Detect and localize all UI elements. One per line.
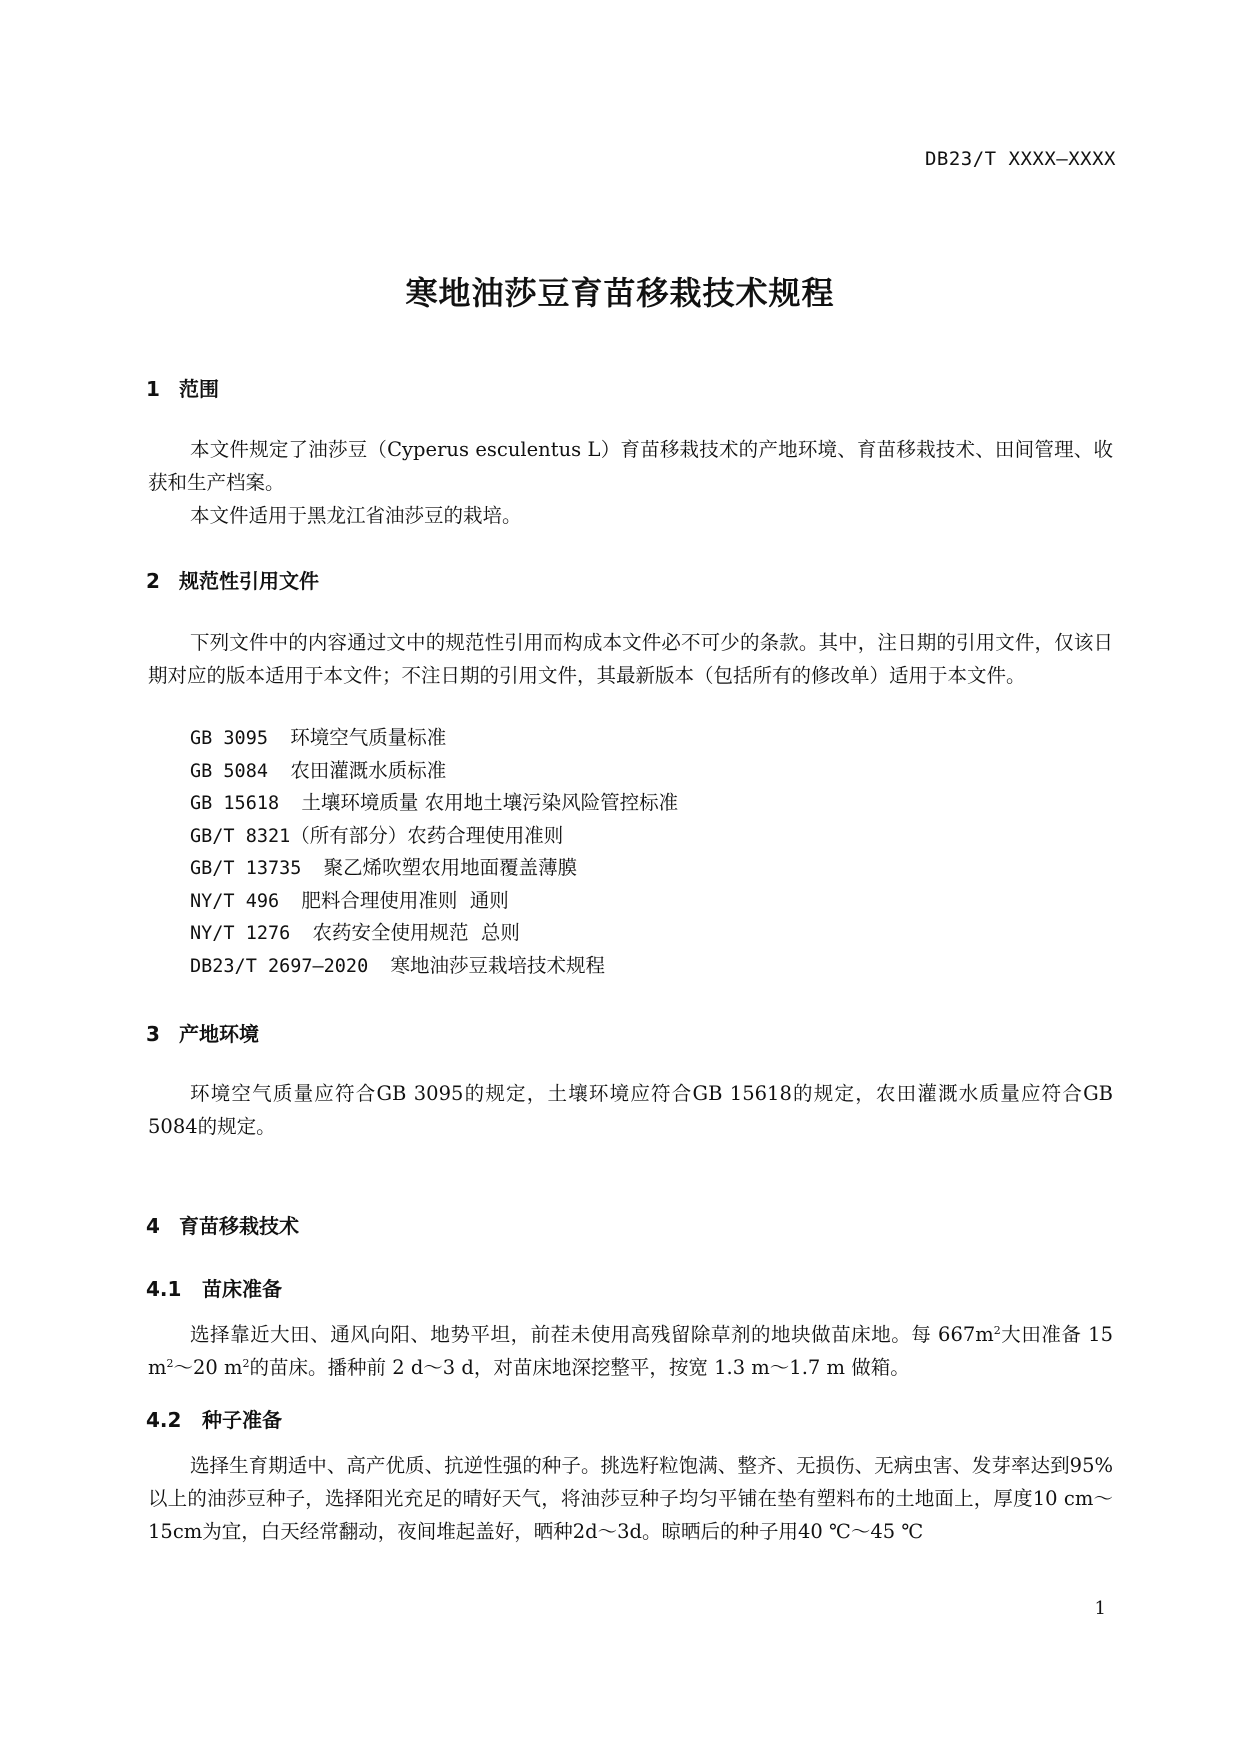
- reference-name: 寒地油莎豆栽培技术规程: [390, 953, 606, 977]
- normative-references-list: [190, 722, 678, 982]
- standard-code: DB23/T XXXX—XXXX: [924, 148, 1116, 170]
- reference-name: 农田灌溉水质标准: [290, 758, 447, 782]
- reference-code: NY/T 496: [190, 890, 280, 912]
- section-2-paragraph-1: 下列文件中的内容通过文中的规范性引用而构成本文件必不可少的条款。其中，注日期的引用文件，仅该日期对应的版本适用于本文件；不注日期的引用文件，其最新版本（包括所有的修改单）适用于本文件。: [148, 631, 1113, 687]
- section-4-heading: [146, 1210, 299, 1239]
- section-1-paragraph-1: 本文件规定了油莎豆（Cyperus esculentus L）育苗移栽技术的产地环境、育苗移栽技术、田间管理、收获和生产档案。: [148, 438, 1113, 494]
- reference-item: [190, 787, 678, 820]
- section-title: 育苗移栽技术: [179, 1214, 299, 1238]
- reference-code: DB23/T 2697—2020: [190, 955, 369, 977]
- reference-item: [190, 755, 678, 788]
- section-2-heading: [146, 565, 319, 594]
- page-number: 1: [1094, 1598, 1106, 1619]
- subsection-4-2-paragraph: 选择生育期适中、高产优质、抗逆性强的种子。挑选籽粒饱满、整齐、无损伤、无病虫害、发芽率达到95%以上的油莎豆种子，选择阳光充足的晴好天气，将油莎豆种子均匀平铺在垫有塑料布的土地面上，厚度10 cm～15cm为宜，白天经常翻动，夜间堆起盖好，晒种2d～3d。晾晒后的种子用40 ℃～45 ℃: [148, 1454, 1113, 1543]
- section-number: 1: [146, 377, 160, 401]
- reference-code: GB/T 8321: [190, 825, 291, 847]
- subsection-4-2-heading: [146, 1404, 282, 1433]
- section-title: 规范性引用文件: [179, 569, 319, 593]
- subsection-number: 4.2: [146, 1408, 182, 1432]
- reference-item: [190, 885, 678, 918]
- reference-code: GB/T 13735: [190, 858, 302, 879]
- reference-code: GB 3095: [190, 728, 268, 749]
- section-title: 产地环境: [179, 1022, 259, 1046]
- section-number: 4: [146, 1214, 160, 1238]
- section-3-paragraph-1: 环境空气质量应符合GB 3095的规定，土壤环境应符合GB 15618的规定，农田灌溉水质量应符合GB 5084的规定。: [148, 1082, 1113, 1138]
- section-title: 范围: [179, 377, 219, 401]
- reference-name: 聚乙烯吹塑农用地面覆盖薄膜: [323, 856, 578, 879]
- reference-item: [190, 852, 678, 885]
- subsection-title: 苗床准备: [202, 1277, 282, 1301]
- reference-code: GB 15618: [190, 793, 280, 814]
- superscript: 2: [242, 1357, 250, 1370]
- reference-name: （所有部分）农药合理使用准则: [290, 823, 564, 847]
- reference-code: GB 5084: [190, 760, 268, 782]
- subsection-number: 4.1: [146, 1277, 182, 1301]
- reference-code: NY/T 1276: [190, 923, 291, 944]
- reference-name: 肥料合理使用准则 通则: [301, 888, 509, 912]
- subsection-4-1-heading: [146, 1273, 282, 1302]
- section-1-paragraph-2: 本文件适用于黑龙江省油莎豆的栽培。: [190, 504, 522, 527]
- section-1-heading: [146, 373, 219, 402]
- section-number: 3: [146, 1022, 160, 1046]
- superscript: 2: [166, 1357, 174, 1370]
- reference-item: [190, 820, 678, 853]
- subsection-4-1-paragraph: 选择靠近大田、通风向阳、地势平坦，前茬未使用高残留除草剂的地块做苗床地。每 $667m^2$大田准备 15 $m^2\sim 20$ $m^2$的苗床。播种前 2 d～3 d，对苗床地深挖整平，按宽 1.3 m～1.7 m 做箱。: [148, 1323, 1113, 1379]
- section-3-heading: [146, 1018, 259, 1047]
- reference-item: [190, 917, 678, 950]
- reference-item: [190, 722, 678, 755]
- reference-name: 环境空气质量标准: [290, 726, 447, 749]
- reference-item: [190, 950, 678, 983]
- reference-name: 农药安全使用规范 总则: [312, 921, 520, 944]
- superscript: 2: [993, 1324, 1001, 1337]
- subsection-title: 种子准备: [202, 1408, 282, 1432]
- document-title: 寒地油莎豆育苗移栽技术规程: [405, 274, 835, 312]
- reference-name: 土壤环境质量 农用地土壤污染风险管控标准: [301, 791, 679, 814]
- section-number: 2: [146, 569, 160, 593]
